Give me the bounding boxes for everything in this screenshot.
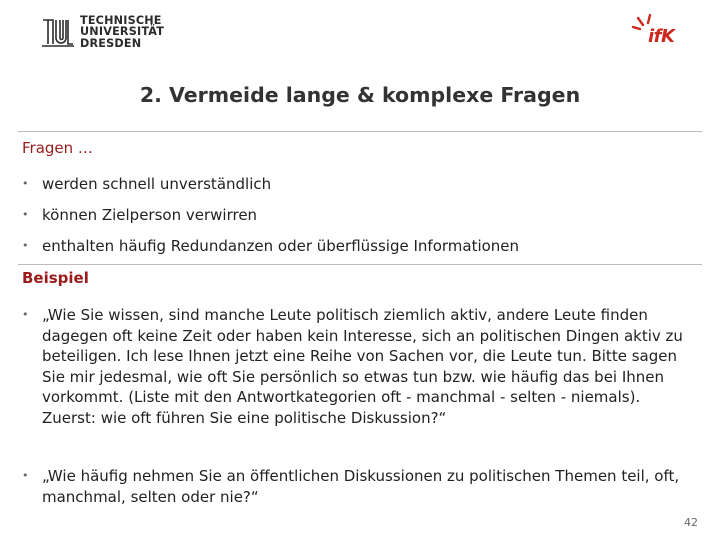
tu-dresden-wordmark [80, 15, 164, 49]
slide-title: 2. Vermeide lange & komplexe Fragen [139, 83, 581, 107]
page-number: 42 [684, 516, 698, 529]
tu-dresden-emblem-icon [40, 14, 76, 50]
tu-logo-line-1: TECHNISCHE [80, 14, 162, 27]
list-item [22, 305, 696, 428]
list-item [22, 174, 702, 195]
list-item-text: werden schnell unverständlich [42, 175, 272, 193]
section-heading-fragen: Fragen … [22, 139, 93, 157]
list-item [22, 466, 696, 507]
bullet-icon: • [22, 208, 29, 221]
tu-logo-line-2: UNIVERSITÄT [80, 25, 165, 39]
divider-top [18, 131, 702, 132]
tu-logo-line-3: DRESDEN [80, 36, 142, 50]
list-item-text: enthalten häufig Redundanzen oder überflüssige Informationen [42, 237, 520, 255]
bullet-icon: • [22, 239, 29, 252]
bullet-icon: • [22, 308, 29, 321]
list-item [22, 205, 702, 226]
ifk-logo [628, 12, 694, 48]
list-item-text: „Wie Sie wissen, sind manche Leute politisch ziemlich aktiv, andere Leute finden dagegen oft keine Zeit oder haben kein Interesse, sich an politischen Dingen aktiv zu beteiligen. Ich lese Ihnen jetzt eine Reihe von Sachen vor, die Leute tun. Bitte sagen Sie mir jedesmal, wie oft Sie persönlich so etwas tun bzw. wie häufig das bei Ihnen vorkommt. (Liste mit den Antwortkategorien oft - manchmal - selten - niemals). Zuerst: wie oft führen Sie eine politische Diskussion?“ [42, 306, 683, 427]
bullet-icon: • [22, 177, 29, 190]
list-item-text: können Zielperson verwirren [42, 206, 258, 224]
bullet-icon: • [22, 469, 29, 482]
list-item [22, 236, 702, 257]
tu-dresden-logo [40, 14, 190, 54]
ifk-wordmark: ifK [648, 26, 675, 47]
section-heading-beispiel: Beispiel [22, 269, 89, 287]
list-item-text: „Wie häufig nehmen Sie an öffentlichen Diskussionen zu politischen Themen teil, oft, manchmal, selten oder nie?“ [42, 467, 680, 506]
divider-middle [18, 264, 702, 265]
